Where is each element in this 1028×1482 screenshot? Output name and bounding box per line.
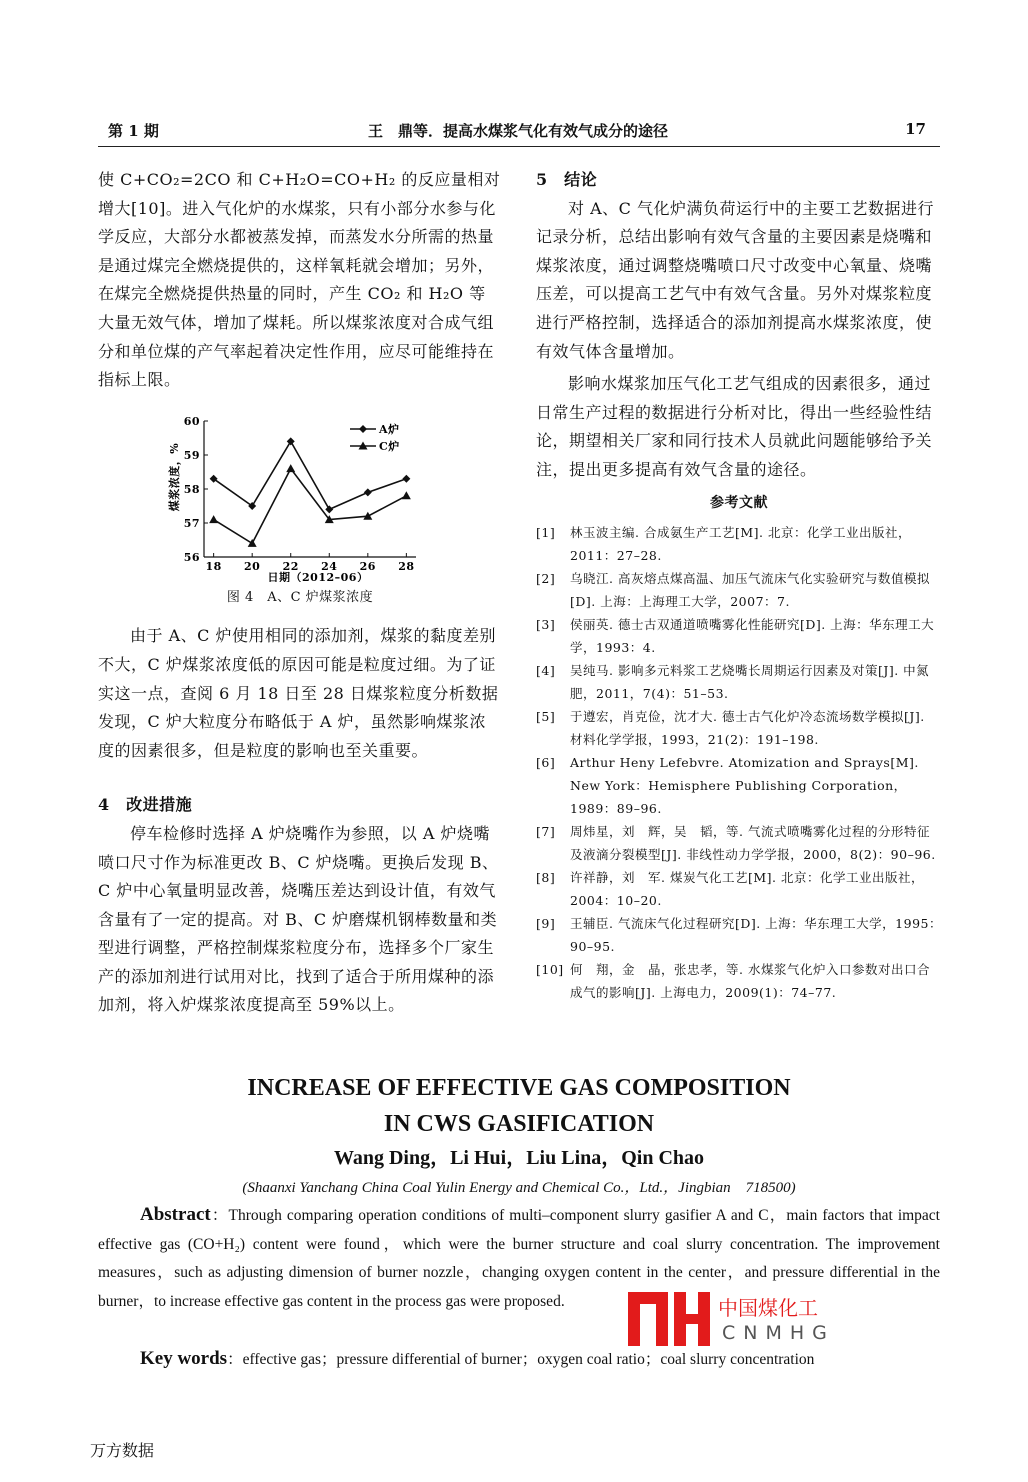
reference-number: [4] — [536, 663, 556, 679]
reference-number: [9] — [536, 916, 556, 932]
chart-x-tick-label: 18 — [205, 559, 222, 573]
page-number: 17 — [905, 120, 926, 138]
chart-y-label: 煤浆浓度，% — [168, 442, 181, 511]
references-title: 参考文献 — [710, 494, 768, 511]
chart-point — [364, 488, 372, 496]
chart-point — [325, 505, 333, 513]
chart-x-tick-label: 26 — [359, 559, 376, 573]
reference-text: 何 翔，金 晶，张忠孝，等. 水煤浆气化炉入口参数对出口合成气的影响[J]. 上海电力，2009(1)：74–77. — [570, 962, 930, 1001]
reference-item — [536, 958, 942, 1004]
keywords-text: ：effective gas；pressure differential of burner；oxygen coal ratio；coal slurry concentration — [227, 1351, 815, 1368]
reference-item — [536, 912, 942, 958]
english-affiliation: (Shaanxi Yanchang China Coal Yulin Energy and Chemical Co.，Ltd.，Jingbian 718500) — [242, 1180, 796, 1196]
watermark-cn-text: 中国煤化工 — [718, 1292, 818, 1321]
chart-x-tick-label: 28 — [398, 559, 415, 573]
reference-item — [536, 521, 942, 567]
reference-item — [536, 659, 942, 705]
left-paragraph-3: 停车检修时选择 A 炉烧嘴作为参照，以 A 炉烧嘴喷口尺寸作为标准更改 B、C 炉烧嘴。更换后发现 B、C 炉中心氧量明显改善，烧嘴压差达到设计值，有效气含量有了一定的提高。对 B、C 炉磨煤机钢棒数量和类型进行调整，严格控制煤浆粒度分布，选择多个厂家生产的添加剂进行试用对比，找到了适合于所用煤种的添加剂，将入炉煤浆浓度提高至 59%以上。 — [98, 823, 499, 1015]
section-5-heading: 5 结论 — [536, 170, 598, 189]
reference-item — [536, 751, 942, 820]
left-paragraph-2: 由于 A、C 炉使用相同的添加剂，煤浆的黏度差别不大，C 炉煤浆浓度低的原因可能是粒度过细。为了证实这一点，查阅 6 月 18 日至 28 日煤浆粒度分析数据发现，C 炉大粒度分布略低于 A 炉，虽然影响煤浆浓度的因素很多，但是粒度的影响也至关重要。 — [98, 626, 499, 760]
chart-x-tick-label: 20 — [244, 559, 261, 573]
chart-point — [286, 464, 295, 472]
cnmhg-watermark — [626, 1290, 876, 1350]
section-4-heading: 4 改进措施 — [98, 795, 193, 815]
reference-item — [536, 567, 942, 613]
chart-y-tick-label: 56 — [183, 550, 200, 564]
reference-number: [6] — [536, 755, 556, 771]
right-column — [536, 166, 942, 1004]
reference-item — [536, 705, 942, 751]
abstract-label: Abstract — [140, 1204, 211, 1225]
reference-text: 周炜星，刘 辉，吴 韬，等. 气流式喷嘴雾化过程的分形特征及液滴分裂模型[J]. 非线性动力学学报，2000，8(2)：90–96. — [570, 824, 936, 863]
reference-text: Arthur Heny Lefebvre. Atomization and Sprays[M]. New York：Hemisphere Publishing Corporation，1989：89–96. — [570, 755, 919, 817]
reference-number: [5] — [536, 709, 556, 725]
abstract-text: ：Through comparing operation conditions of multi–component slurry gasifier A and C，main factors that impact effective gas (CO+H₂) content were found，which were the burner structure and coal slurry concentration. The improvement measures，such as adjusting dimension of burner nozzle，changing oxygen content in the center，and pressure differential in the burner，to increase effective gas content in the process gas were proposed. — [98, 1207, 940, 1310]
reference-text: 乌晓江. 高灰熔点煤高温、加压气流床气化实验研究与数值模拟[D]. 上海：上海理工大学，2007：7. — [570, 571, 930, 610]
english-title-line-1: INCREASE OF EFFECTIVE GAS COMPOSITION — [247, 1075, 791, 1101]
reference-number: [10] — [536, 962, 564, 978]
reference-text: 吴纯马. 影响多元料浆工艺烧嘴长周期运行因素及对策[J]. 中氮肥，2011，7(4)：51–53. — [570, 663, 930, 702]
chart-point — [287, 437, 295, 445]
chart-y-tick-label: 57 — [183, 516, 200, 530]
right-paragraph-1: 对 A、C 气化炉满负荷运行中的主要工艺数据进行记录分析，总结出影响有效气含量的主要因素是烧嘴和煤浆浓度，通过调整烧嘴喷口尺寸改变中心氧量、烧嘴压差，可以提高工艺气中有效气含量。另外对煤浆粒度进行严格控制，选择适合的添加剂提高水煤浆浓度，使有效气体含量增加。 — [536, 198, 934, 361]
chart-x-tick-label: 22 — [282, 559, 299, 573]
chart-series-line — [214, 441, 407, 509]
chart-point — [402, 491, 411, 499]
reference-text: 于遵宏，肖克俭，沈才大. 德士古气化炉冷态流场数学模拟[J]. 材料化学学报，1993，21(2)：191–198. — [570, 709, 925, 748]
left-paragraph-1: 使 C+CO₂=2CO 和 C+H₂O=CO+H₂ 的反应量相对增大[10]。进入气化炉的水煤浆，只有小部分水参与化学反应，大部分水都被蒸发掉，而蒸发水分所需的热量是通过煤完全燃烧提供的，这样氧耗就会增加；另外，在煤完全燃烧提供热量的同时，产生 CO₂ 和 H₂O 等大量无效气体，增加了煤耗。所以煤浆浓度对合成气组分和单位煤的产气率起着决定性作用，应尽可能维持在指标上限。 — [98, 170, 501, 390]
concentration-chart — [98, 407, 502, 582]
reference-number: [1] — [536, 525, 556, 541]
chart-legend-label: C炉 — [379, 439, 400, 453]
reference-item — [536, 866, 942, 912]
running-title: 王 鼎等．提高水煤浆气化有效气成分的途径 — [368, 122, 669, 140]
watermark-en-text: CNMHG — [722, 1322, 835, 1344]
figure-caption: 图 4 A、C 炉煤浆浓度 — [226, 589, 374, 605]
issue-number: 第 1 期 — [108, 122, 159, 140]
running-header — [98, 118, 940, 147]
chart-y-tick-label: 59 — [183, 448, 200, 462]
footer-source: 万方数据 — [90, 1441, 155, 1460]
reference-text: 侯丽英. 德士古双通道喷嘴雾化性能研究[D]. 上海：华东理工大学，1993：4. — [570, 617, 935, 656]
reference-number: [3] — [536, 617, 556, 633]
keywords-label: Key words — [140, 1348, 228, 1369]
english-authors: Wang Ding，Li Hui，Liu Lina，Qin Chao — [333, 1147, 705, 1169]
reference-number: [7] — [536, 824, 556, 840]
references-list — [536, 521, 942, 1004]
chart-point — [248, 539, 257, 547]
chart-y-tick-label: 58 — [183, 482, 200, 496]
chart-x-label: 日期（2012–06） — [267, 570, 369, 582]
reference-item — [536, 820, 942, 866]
left-column — [98, 166, 502, 1020]
chart-legend-label: A炉 — [379, 422, 400, 436]
english-title-line-2: IN CWS GASIFICATION — [383, 1111, 655, 1137]
right-paragraph-2: 影响水煤浆加压气化工艺气组成的因素很多，通过日常生产过程的数据进行分析对比，得出一些经验性结论，期望相关厂家和同行技术人员就此问题能够给予关注，提出更多提高有效气含量的途径。 — [536, 374, 933, 479]
reference-text: 许祥静，刘 军. 煤炭气化工艺[M]. 北京：化学工业出版社，2004：10–20. — [570, 870, 924, 909]
reference-item — [536, 613, 942, 659]
reference-number: [8] — [536, 870, 556, 886]
chart-point — [209, 515, 218, 523]
chart-series-line — [214, 468, 407, 543]
reference-text: 林玉波主编. 合成氨生产工艺[M]. 北京：化学工业出版社，2011：27–28. — [570, 525, 911, 564]
chart-y-tick-label: 60 — [183, 414, 200, 428]
chart-legend-marker — [359, 425, 367, 433]
cnmhg-logo-icon — [626, 1290, 712, 1348]
chart-point — [402, 475, 410, 483]
reference-text: 王辅臣. 气流床气化过程研究[D]. 上海：华东理工大学，1995：90–95. — [570, 916, 942, 955]
reference-number: [2] — [536, 571, 556, 587]
chart-x-tick-label: 24 — [321, 559, 338, 573]
